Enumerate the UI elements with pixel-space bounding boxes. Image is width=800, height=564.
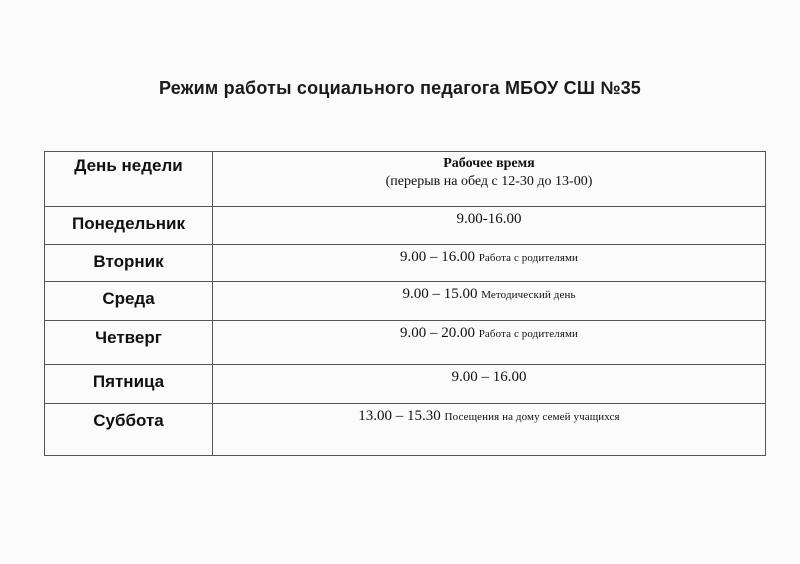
day-cell: Четверг <box>45 321 213 365</box>
time-note: Работа с родителями <box>478 328 579 340</box>
time-value: 9.00 – 20.00 <box>399 325 475 341</box>
day-cell: Суббота <box>45 404 213 456</box>
document-title: Режим работы социального педагога МБОУ СШ №35 <box>158 78 642 98</box>
day-cell: Вторник <box>45 245 213 282</box>
time-value: 9.00 – 16.00 <box>399 249 475 265</box>
day-cell: Среда <box>45 282 213 321</box>
time-note: Посещения на дому семей учащихся <box>444 411 620 423</box>
time-cell <box>213 321 766 365</box>
time-cell <box>213 365 766 404</box>
time-value: 9.00 – 15.00 <box>402 286 478 302</box>
table-row <box>45 321 766 365</box>
table-row <box>45 207 766 245</box>
time-cell <box>213 404 766 456</box>
table-row <box>45 245 766 282</box>
schedule-table <box>44 151 766 456</box>
header-time-title: Рабочее время <box>443 156 535 171</box>
table-row <box>45 404 766 456</box>
time-note: Работа с родителями <box>478 252 579 264</box>
header-day: День недели <box>45 152 213 207</box>
time-value: 9.00-16.00 <box>456 211 522 227</box>
day-cell: Понедельник <box>45 207 213 245</box>
time-value: 9.00 – 16.00 <box>451 369 527 385</box>
table-header-row <box>45 152 766 207</box>
time-cell <box>213 207 766 245</box>
table-row <box>45 365 766 404</box>
header-time <box>213 152 766 207</box>
time-value: 13.00 – 15.30 <box>358 408 441 424</box>
time-note: Методический день <box>481 289 576 301</box>
time-cell <box>213 245 766 282</box>
day-cell: Пятница <box>45 365 213 404</box>
header-time-subtitle: (перерыв на обед с 12-30 до 13-00) <box>385 174 593 189</box>
time-cell <box>213 282 766 321</box>
table-row <box>45 282 766 321</box>
